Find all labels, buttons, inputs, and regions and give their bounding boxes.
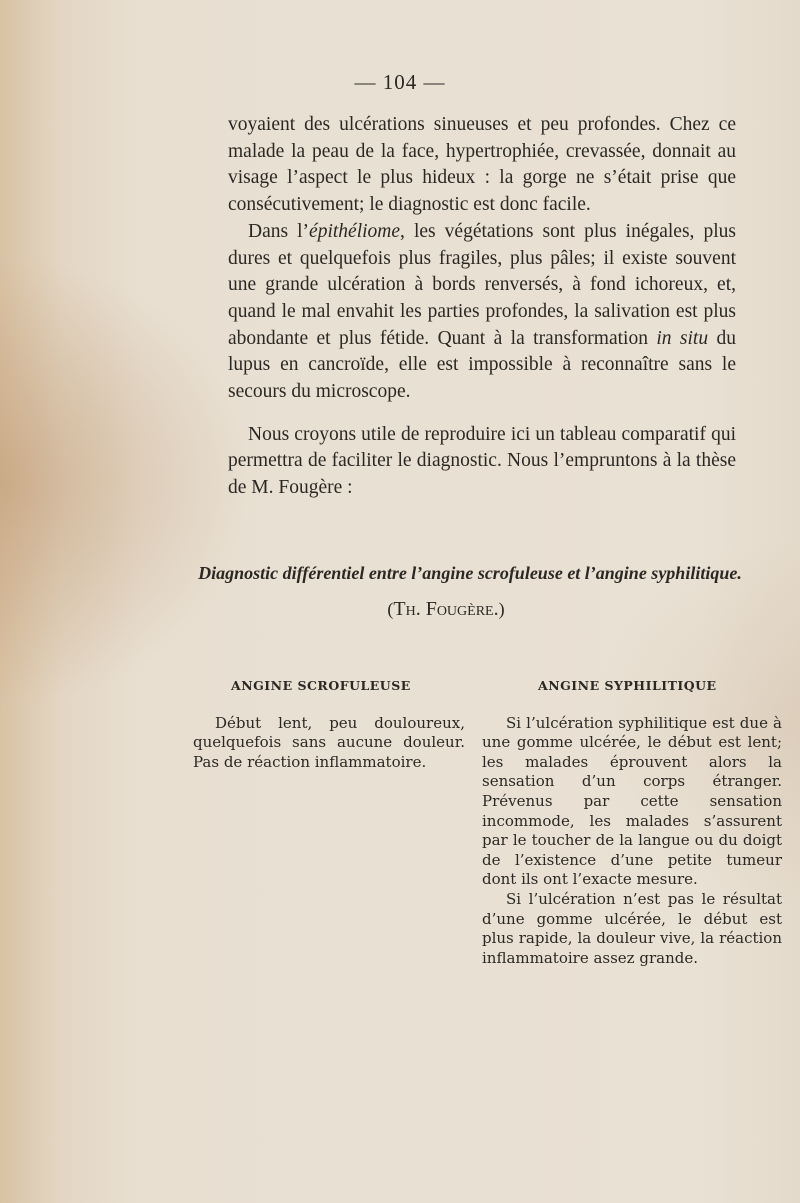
column-text-syphilitique-2: Si l’ulcération n’est pas le résultat d’une gomme ulcérée, le début est plus rapide, la douleur vive, la réaction inflammatoire assez grande. [482,889,782,967]
column-heading-scrofuleuse: ANGINE SCROFULEUSE [231,678,411,693]
paragraph-2-suffix: du lupus en cancroïde, elle est impossible à reconnaître sans le secours du microscope. [228,327,737,403]
column-syphilitique [482,676,782,968]
attribution-close-paren: ) [498,599,505,619]
paragraph-3: Nous croyons utile de reproduire ici un tableau comparatif qui permettra de faciliter le diagnostic. Nous l’empruntons à la thèse de M. Fougère : [228,423,736,499]
term-epitheliome: épithéliome [309,220,401,242]
term-in-situ: in situ [656,327,709,349]
column-text-syphilitique-1: Si l’ulcération syphilitique est due à une gomme ulcérée, le début est lent; les malades éprouvent alors la sensation d’un corps étranger. Prévenus par cette sensation incommode, les malades s’assurent par le toucher de la langue ou du doigt de l’existence d’une petite tumeur dont ils ont l’exacte mesure. [482,713,782,889]
column-text-scrofuleuse: Début lent, peu douloureux, quelquefois sans aucune douleur. Pas de réaction inflammatoire. [193,713,465,771]
attribution-open-paren: ( [387,599,394,619]
paragraph-2-middle: , les végétations sont plus inégales, plus dures et quelquefois plus fragiles, plus pâles; il existe souvent une grande ulcération à bords renversés, à fond ichoreux, et, quand le mal envahit les parties profondes, la salivation est plus abondante et plus fétide. Quant à la transformation [228,220,736,349]
body-text [228,112,736,502]
column-scrofuleuse [193,676,465,772]
paragraph-2 [228,219,736,406]
table-attribution [46,598,800,621]
page-number: — 104 — [354,70,446,94]
column-heading-syphilitique: ANGINE SYPHILITIQUE [538,678,717,693]
table-caption: Diagnostic différentiel entre l’angine scrofuleuse et l’angine syphilitique. [198,563,742,583]
paragraph-2-prefix: Dans l’ [248,220,310,242]
attribution-author: Th. Fougère. [393,598,499,620]
paragraph-1: voyaient des ulcérations sinueuses et peu profondes. Chez ce malade la peau de la face, hypertrophiée, crevassée, donnait au visage l’aspect le plus hideux : la gorge ne s’était prise que consécutivement; le diagnostic est donc facile. [228,114,736,216]
